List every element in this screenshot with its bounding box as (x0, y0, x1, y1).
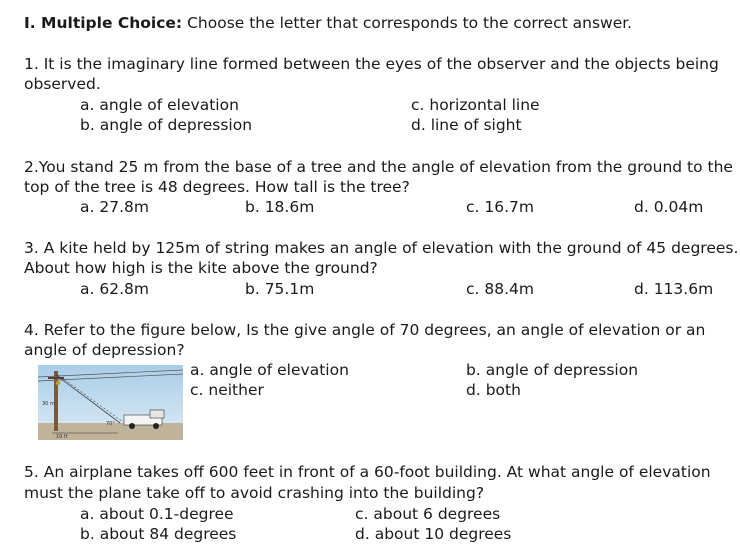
question-4-option-d[interactable]: d. both (466, 381, 521, 399)
question-3-line1: 3. A kite held by 125m of string makes an angle of elevation with the ground of 45 degrees. (24, 239, 739, 257)
question-3-option-d[interactable]: d. 113.6m (634, 280, 714, 298)
question-3-option-c[interactable]: c. 88.4m (466, 280, 534, 298)
worker (56, 381, 60, 385)
question-2-line2: top of the tree is 48 degrees. How tall is the tree? (24, 178, 410, 196)
question-2-option-d[interactable]: d. 0.04m (634, 198, 704, 216)
question-1-option-d[interactable]: d. line of sight (411, 116, 522, 134)
question-5-option-b[interactable]: b. about 84 degrees (80, 525, 237, 543)
question-4-figure (38, 365, 183, 440)
figure-label-angle: 70° (106, 421, 115, 427)
question-3-option-b[interactable]: b. 75.1m (245, 280, 315, 298)
section-label: I. Multiple Choice: (24, 14, 183, 32)
question-3-line2: About how high is the kite above the ground? (24, 259, 378, 277)
figure-label-distance: 10 ft (56, 434, 68, 440)
question-2-line1: 2.You stand 25 m from the base of a tree and the angle of elevation from the ground to the (24, 158, 733, 176)
header (24, 13, 632, 33)
question-3-option-a[interactable]: a. 62.8m (80, 280, 149, 298)
question-4-option-a[interactable]: a. angle of elevation (190, 361, 349, 379)
question-1-option-c[interactable]: c. horizontal line (411, 96, 540, 114)
question-5-line1: 5. An airplane takes off 600 feet in front of a 60-foot building. At what angle of elevation (24, 463, 711, 481)
question-4-line1: 4. Refer to the figure below, Is the give angle of 70 degrees, an angle of elevation or an (24, 321, 706, 339)
question-1-option-b[interactable]: b. angle of depression (80, 116, 253, 134)
question-5-option-a[interactable]: a. about 0.1-degree (80, 505, 234, 523)
question-2-option-a[interactable]: a. 27.8m (80, 198, 149, 216)
figure-label-height: 30 m (42, 401, 55, 407)
question-2-option-c[interactable]: c. 16.7m (466, 198, 534, 216)
question-2-option-b[interactable]: b. 18.6m (245, 198, 315, 216)
question-5-option-d[interactable]: d. about 10 degrees (355, 525, 512, 543)
question-5-line2: must the plane take off to avoid crashing into the building? (24, 484, 485, 502)
question-4-option-b[interactable]: b. angle of depression (466, 361, 639, 379)
instruction-text: Choose the letter that corresponds to the correct answer. (187, 14, 633, 32)
question-5-option-c[interactable]: c. about 6 degrees (355, 505, 501, 523)
question-1-line1: 1. It is the imaginary line formed between the eyes of the observer and the objects being (24, 55, 719, 73)
question-1-line2: observed. (24, 75, 101, 93)
question-4-line2: angle of depression? (24, 341, 185, 359)
question-1-option-a[interactable]: a. angle of elevation (80, 96, 239, 114)
question-4-option-c[interactable]: c. neither (190, 381, 264, 399)
